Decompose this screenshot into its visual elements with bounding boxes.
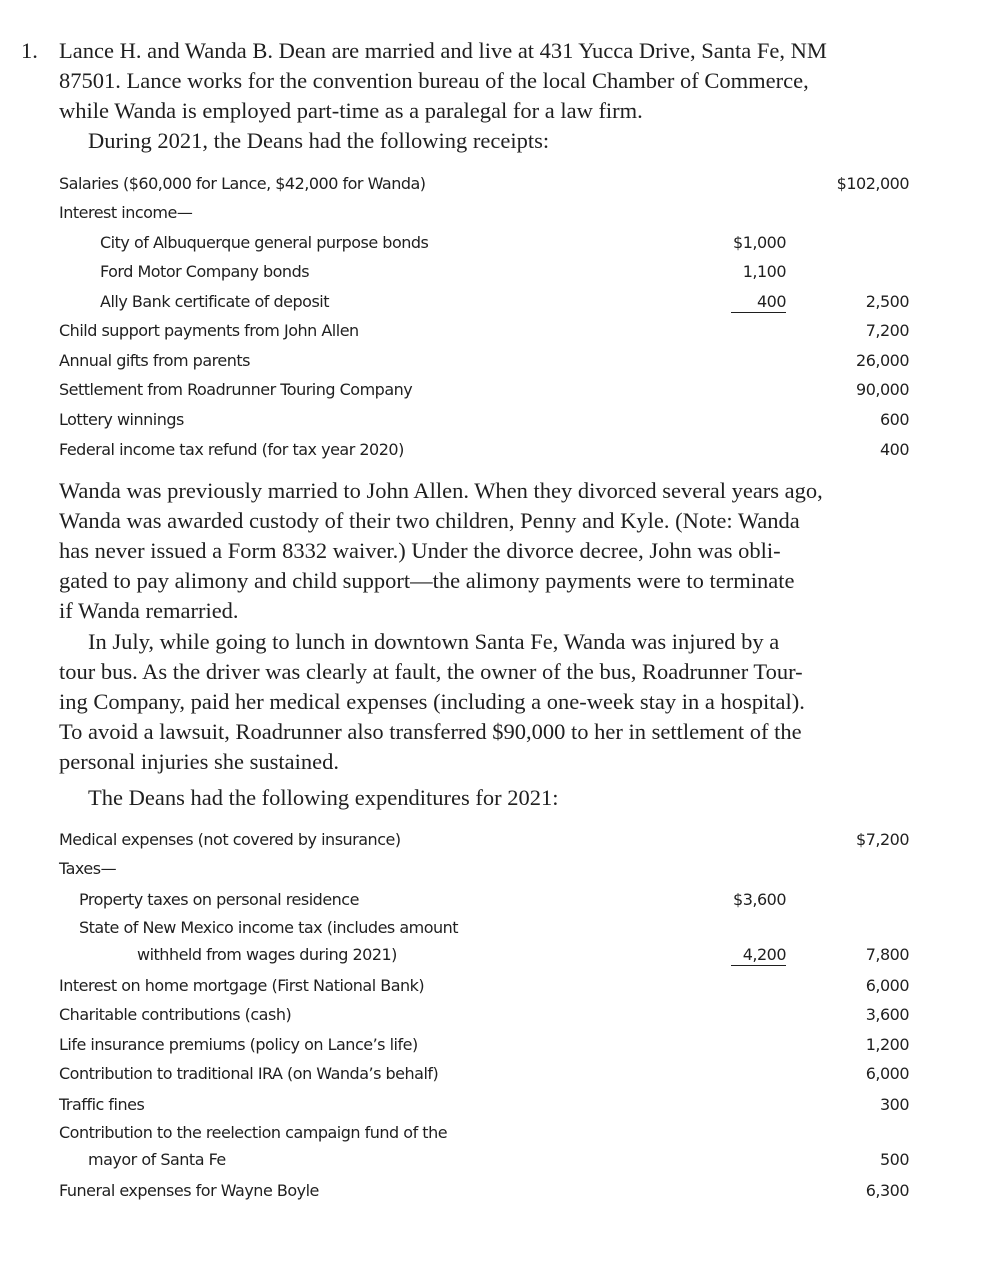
campaign-label-line-2: mayor of Santa Fe bbox=[88, 1150, 226, 1169]
receipt-item-total: 90,000 bbox=[856, 380, 909, 399]
receipts-salaries-label: Salaries ($60,000 for Lance, $42,000 for Wanda) bbox=[59, 174, 426, 193]
intro-line-3: while Wanda is employed part-time as a paralegal for a law firm. bbox=[59, 98, 643, 123]
receipt-item-label: Annual gifts from parents bbox=[59, 351, 250, 370]
receipt-item-label: Federal income tax refund (for tax year 2020) bbox=[59, 440, 404, 459]
property-tax-amount: $3,600 bbox=[733, 890, 786, 909]
receipts-intro: During 2021, the Deans had the following receipts: bbox=[88, 128, 550, 153]
expenditure-item-total: 6,000 bbox=[865, 976, 909, 995]
campaign-total: 500 bbox=[879, 1150, 909, 1169]
para1-line-3: has never issued a Form 8332 waiver.) Under the divorce decree, John was obli- bbox=[59, 538, 781, 563]
interest-item-label: Ally Bank certificate of deposit bbox=[100, 292, 329, 311]
expenditure-item-label: Life insurance premiums (policy on Lance’s life) bbox=[59, 1035, 418, 1054]
funeral-label: Funeral expenses for Wayne Boyle bbox=[59, 1181, 319, 1200]
campaign-label-line-1: Contribution to the reelection campaign fund of the bbox=[59, 1123, 448, 1142]
expenditure-item-total: 6,000 bbox=[865, 1064, 909, 1083]
para1-line-2: Wanda was awarded custody of their two children, Penny and Kyle. (Note: Wanda bbox=[59, 508, 800, 533]
funeral-total: 6,300 bbox=[865, 1181, 909, 1200]
receipt-item-label: Lottery winnings bbox=[59, 410, 184, 429]
receipt-item-total: 400 bbox=[879, 440, 909, 459]
interest-item-label: City of Albuquerque general purpose bonds bbox=[100, 233, 429, 252]
expenditure-item-total: 3,600 bbox=[865, 1005, 909, 1024]
receipt-item-total: 600 bbox=[879, 410, 909, 429]
para2-line-5: personal injuries she sustained. bbox=[59, 749, 339, 774]
expenditure-item-label: Contribution to traditional IRA (on Wanda’s behalf) bbox=[59, 1064, 439, 1083]
interest-item-amount: 400 bbox=[731, 292, 786, 313]
expenditure-item-label: Charitable contributions (cash) bbox=[59, 1005, 292, 1024]
para2-line-2: tour bus. As the driver was clearly at fault, the owner of the bus, Roadrunner Tour- bbox=[59, 659, 803, 684]
receipt-item-total: 26,000 bbox=[856, 351, 909, 370]
expenditure-medical-total: $7,200 bbox=[856, 830, 909, 849]
interest-item-label: Ford Motor Company bonds bbox=[100, 262, 310, 281]
para2-line-3: ing Company, paid her medical expenses (including a one-week stay in a hospital). bbox=[59, 689, 805, 714]
para1-line-5: if Wanda remarried. bbox=[59, 598, 239, 623]
para1-line-4: gated to pay alimony and child support—the alimony payments were to terminate bbox=[59, 568, 795, 593]
state-tax-amount: 4,200 bbox=[731, 945, 786, 966]
interest-subtotal: 2,500 bbox=[865, 292, 909, 311]
problem-number: 1. bbox=[21, 38, 38, 63]
interest-item-amount: $1,000 bbox=[733, 233, 786, 252]
receipt-item-label: Child support payments from John Allen bbox=[59, 321, 359, 340]
expenditure-medical-label: Medical expenses (not covered by insurance) bbox=[59, 830, 401, 849]
expenditure-item-label: Traffic fines bbox=[59, 1095, 145, 1114]
expenditure-item-total: 1,200 bbox=[865, 1035, 909, 1054]
receipts-interest-header: Interest income— bbox=[59, 203, 193, 222]
expenditure-taxes-header: Taxes— bbox=[59, 859, 117, 878]
intro-line-1: Lance H. and Wanda B. Dean are married and live at 431 Yucca Drive, Santa Fe, NM bbox=[59, 38, 827, 63]
state-tax-label-line-2: withheld from wages during 2021) bbox=[137, 945, 397, 964]
property-tax-label: Property taxes on personal residence bbox=[79, 890, 359, 909]
para2-line-1: In July, while going to lunch in downtown Santa Fe, Wanda was injured by a bbox=[88, 629, 780, 654]
expenditures-intro: The Deans had the following expenditures for 2021: bbox=[88, 785, 559, 810]
para2-line-4: To avoid a lawsuit, Roadrunner also transferred $90,000 to her in settlement of the bbox=[59, 719, 802, 744]
state-tax-label-line-1: State of New Mexico income tax (includes amount bbox=[79, 918, 459, 937]
para1-line-1: Wanda was previously married to John Allen. When they divorced several years ago, bbox=[59, 478, 823, 503]
interest-item-amount: 1,100 bbox=[742, 262, 786, 281]
expenditure-item-label: Interest on home mortgage (First National Bank) bbox=[59, 976, 425, 995]
expenditure-item-total: 300 bbox=[879, 1095, 909, 1114]
receipt-item-label: Settlement from Roadrunner Touring Company bbox=[59, 380, 413, 399]
intro-line-2: 87501. Lance works for the convention bureau of the local Chamber of Commerce, bbox=[59, 68, 809, 93]
receipt-item-total: 7,200 bbox=[865, 321, 909, 340]
taxes-subtotal: 7,800 bbox=[865, 945, 909, 964]
receipts-salaries-total: $102,000 bbox=[836, 174, 909, 193]
